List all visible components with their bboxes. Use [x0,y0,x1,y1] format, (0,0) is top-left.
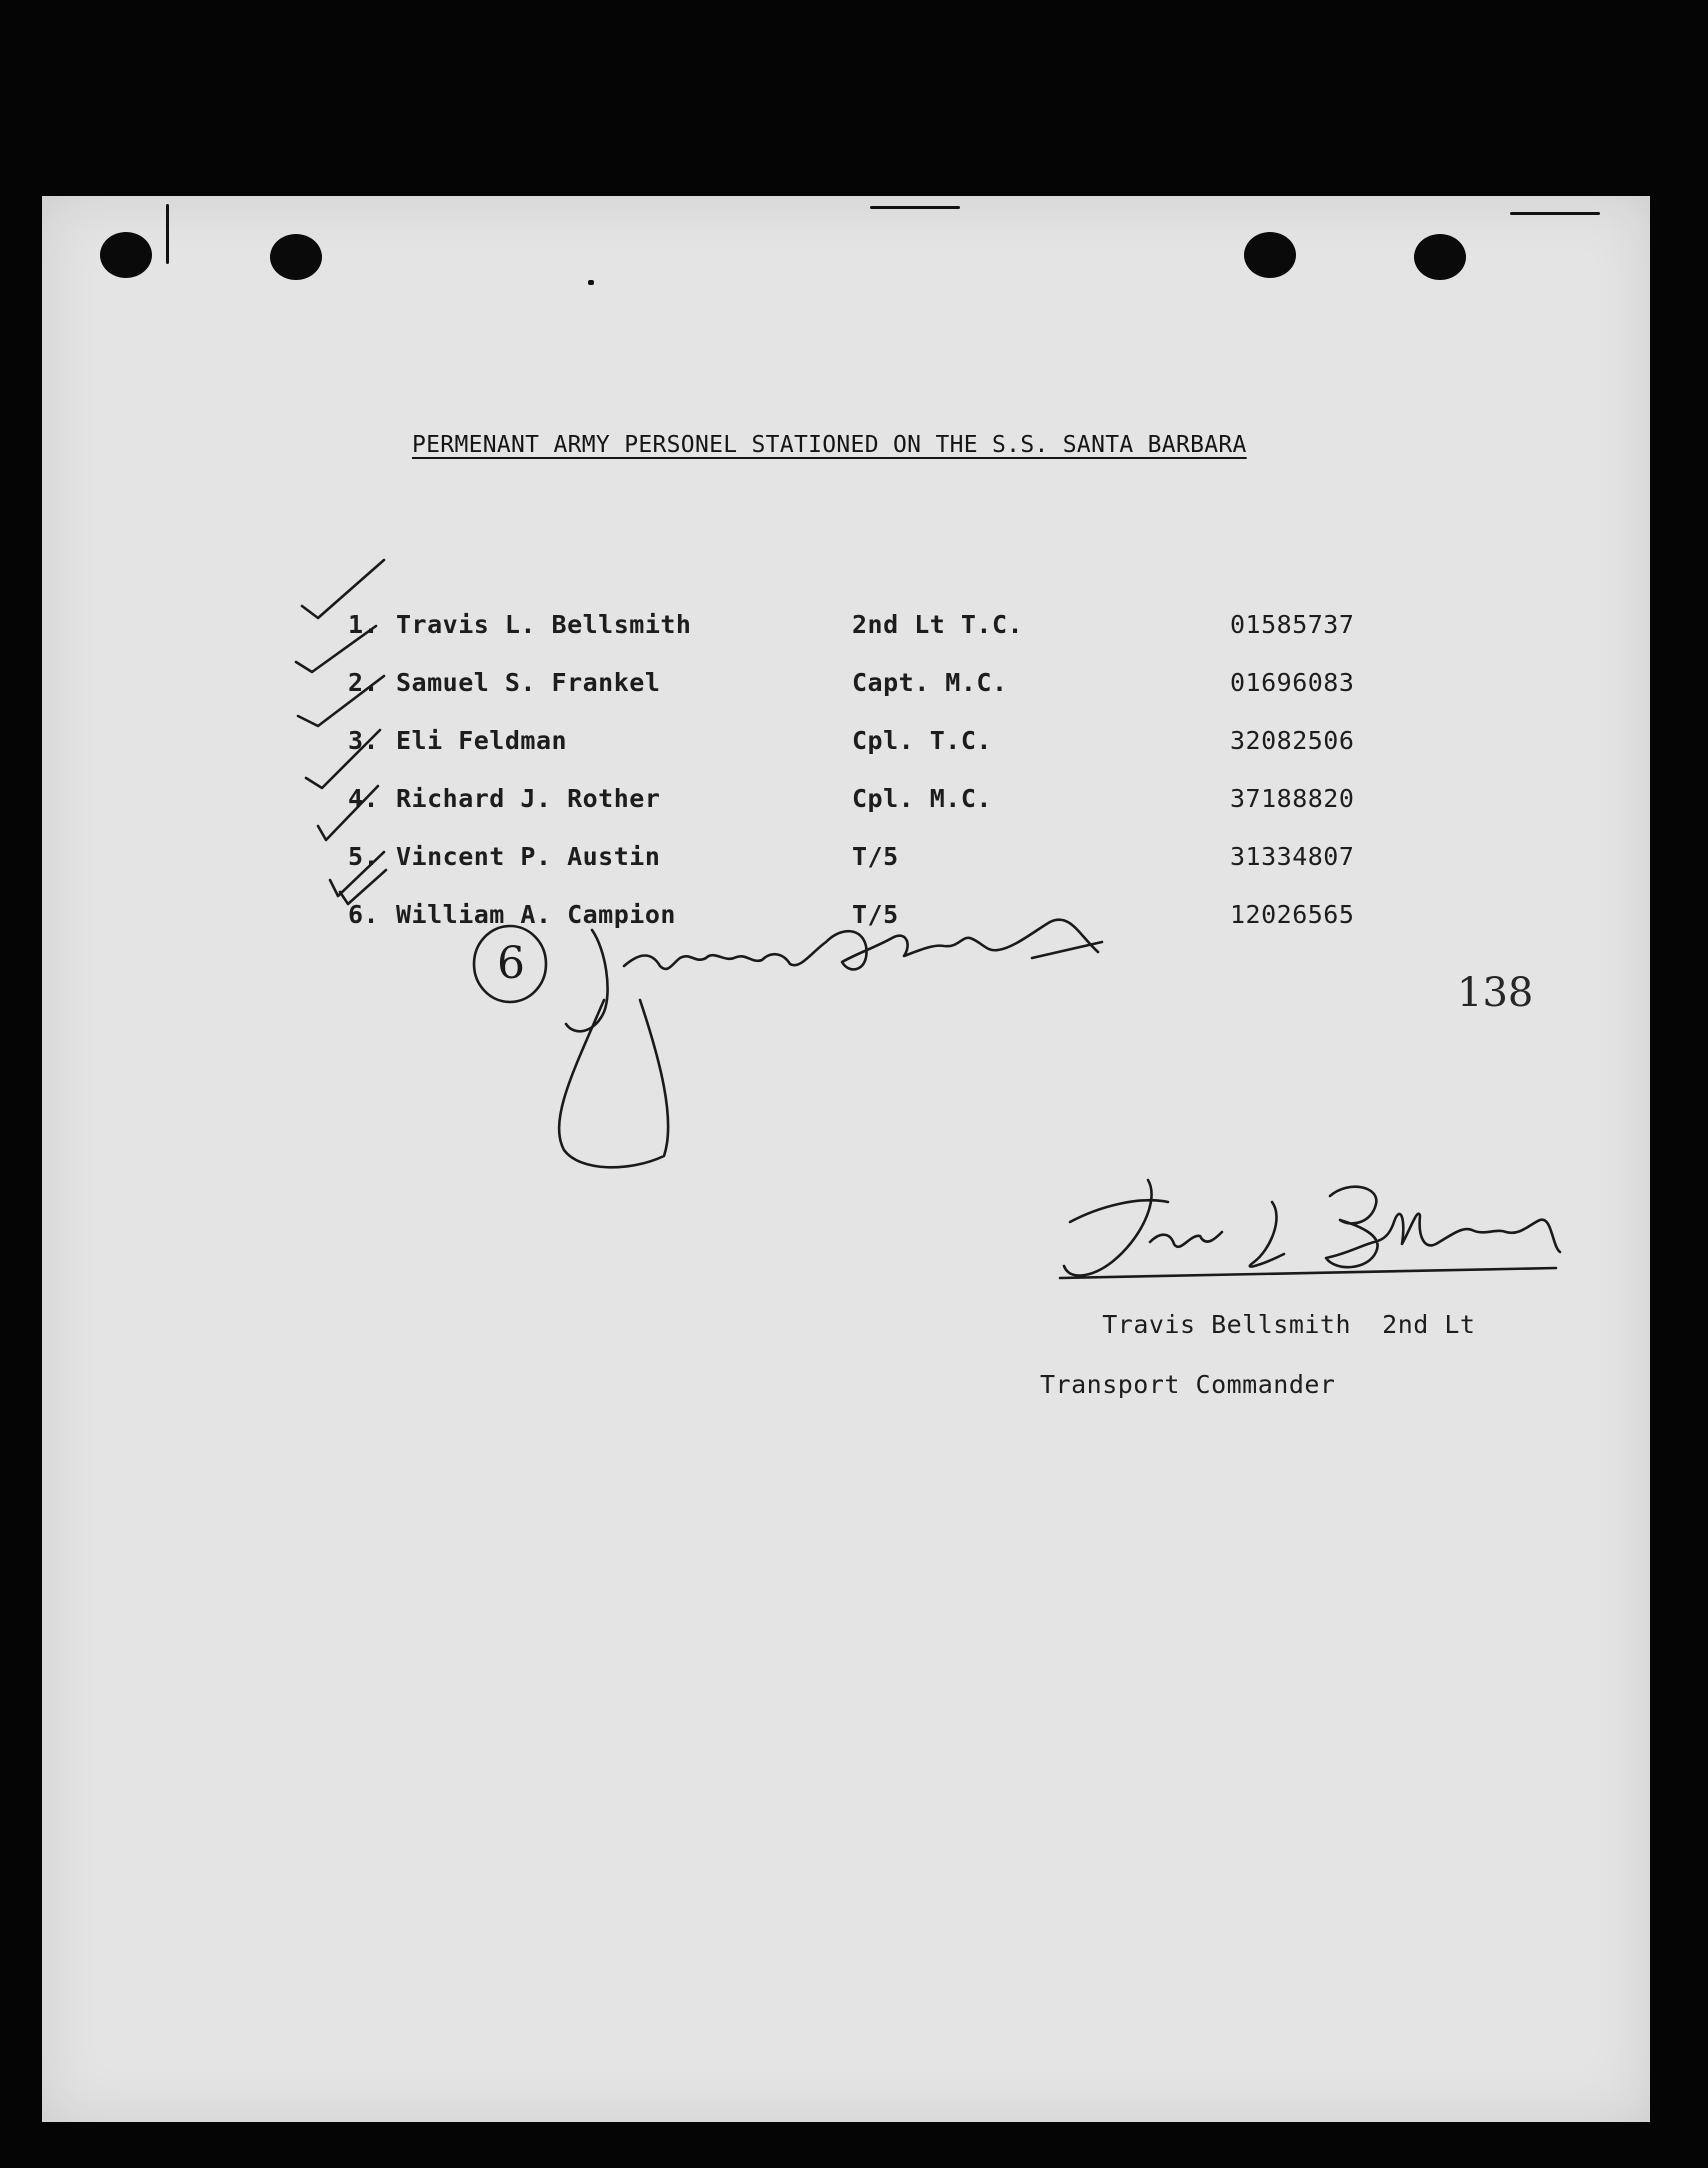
speck [870,206,960,209]
person-name: Samuel S. Frankel [396,668,661,697]
personnel-row [0,784,1708,824]
person-rank: Capt. M.C. [852,668,1008,697]
punch-hole [270,234,322,280]
punch-hole [100,232,152,278]
person-name: Eli Feldman [396,726,568,755]
personnel-row [0,610,1708,650]
row-number: 4. [348,784,380,813]
punch-hole [1244,232,1296,278]
signer-rank: 2nd Lt [1382,1310,1476,1339]
row-number: 2. [348,668,380,697]
person-rank: Cpl. M.C. [852,784,992,813]
person-rank: T/5 [852,900,899,929]
personnel-row [0,900,1708,940]
signature-block [1040,1280,1475,1400]
row-number: 3. [348,726,380,755]
person-name: Travis L. Bellsmith [396,610,692,639]
person-name: Vincent P. Austin [396,842,661,871]
signer-name: Travis Bellsmith [1102,1310,1352,1339]
person-rank: 2nd Lt T.C. [852,610,1024,639]
row-number: 6. [348,900,380,929]
serial-number: 12026565 [1230,900,1355,929]
serial-number: 01585737 [1230,610,1355,639]
document-heading: PERMENANT ARMY PERSONEL STATIONED ON THE S.S. SANTA BARBARA [412,432,1247,458]
circled-count: 6 [497,938,525,989]
speck [588,280,594,285]
person-rank: Cpl. T.C. [852,726,992,755]
serial-number: 31334807 [1230,842,1355,871]
punch-hole [1414,234,1466,280]
signer-title: Transport Commander [1040,1370,1336,1399]
signer-spacer [1351,1310,1382,1339]
person-rank: T/5 [852,842,899,871]
speck [166,204,169,264]
serial-number: 32082506 [1230,726,1355,755]
personnel-row [0,668,1708,708]
signer-name-line [1040,1280,1475,1370]
serial-number: 37188820 [1230,784,1355,813]
document-page [42,196,1650,2122]
personnel-row [0,842,1708,882]
person-name: Richard J. Rother [396,784,661,813]
row-number: 1. [348,610,380,639]
serial-number: 01696083 [1230,668,1355,697]
row-number: 5. [348,842,380,871]
personnel-row [0,726,1708,766]
person-name: William A. Campion [396,900,676,929]
speck [1510,212,1600,215]
page-number: 138 [1457,970,1534,1016]
